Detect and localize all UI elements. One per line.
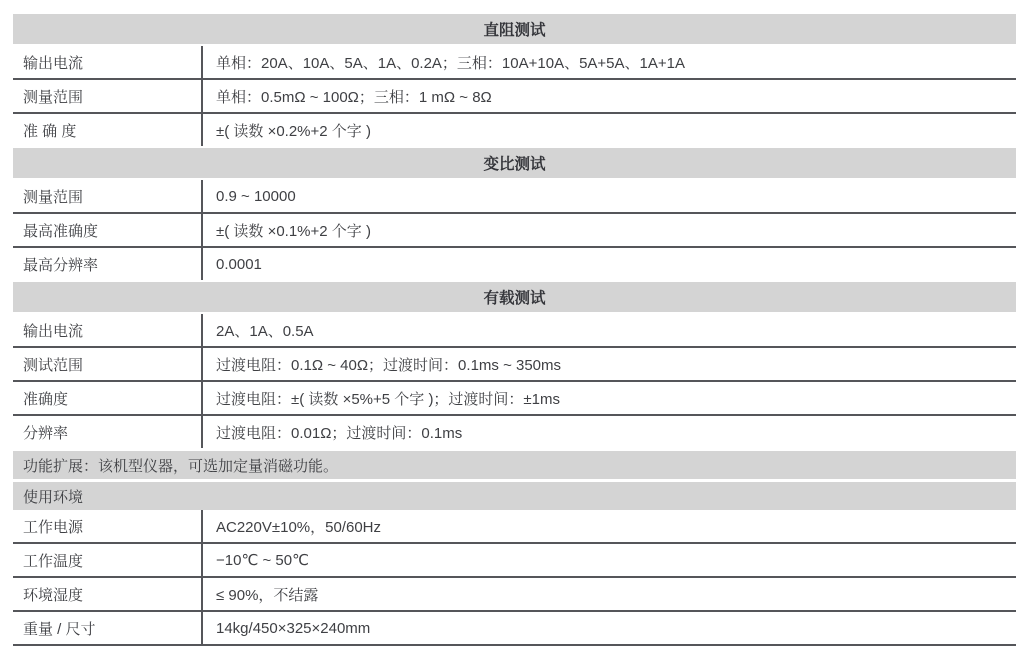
spec-label-cell (13, 314, 203, 346)
spec-label-cell (13, 382, 203, 414)
section-header-band (13, 282, 1016, 312)
spec-value: 过渡电阻：0.1Ω ~ 40Ω；过渡时间：0.1ms ~ 350ms (216, 356, 562, 374)
spec-label-cell (13, 114, 203, 146)
spec-row (13, 180, 1016, 212)
spec-value: 过渡电阻：0.01Ω；过渡时间：0.1ms (216, 424, 463, 442)
spec-value: 过渡电阻：±( 读数 ×5%+5 个字 )；过渡时间：±1ms (216, 390, 561, 408)
spec-label: 环境湿度 (23, 586, 84, 604)
band-label: 有载测试 (483, 290, 546, 307)
spec-label: 测试范围 (23, 356, 84, 374)
spec-row-group (13, 180, 1016, 280)
spec-value-cell (203, 578, 1016, 610)
spec-row (13, 212, 1016, 246)
spec-value-cell (203, 248, 1016, 280)
spec-row (13, 576, 1016, 610)
spec-label-cell (13, 214, 203, 246)
band-label: 功能扩展：该机型仪器，可选加定量消磁功能。 (23, 457, 339, 475)
spec-label-cell (13, 416, 203, 448)
spec-label: 输出电流 (23, 322, 84, 340)
spec-label-cell (13, 612, 203, 644)
spec-label-cell (13, 348, 203, 380)
spec-label-cell (13, 80, 203, 112)
spec-label: 测量范围 (23, 88, 84, 106)
spec-row (13, 510, 1016, 542)
spec-value: AC220V±10%，50/60Hz (216, 518, 381, 536)
spec-value: 2A、1A、0.5A (216, 322, 314, 340)
spec-value: 0.9 ~ 10000 (216, 187, 296, 205)
spec-value-cell (203, 114, 1016, 146)
spec-value-cell (203, 80, 1016, 112)
spec-row (13, 78, 1016, 112)
spec-row-group (13, 510, 1016, 646)
spec-value-cell (203, 348, 1016, 380)
spec-row (13, 112, 1016, 146)
spec-value-cell (203, 544, 1016, 576)
spec-value: 单相：0.5mΩ ~ 100Ω；三相：1 mΩ ~ 8Ω (216, 88, 492, 106)
spec-label: 最高准确度 (23, 222, 99, 240)
spec-value-cell (203, 214, 1016, 246)
band-label: 使用环境 (23, 488, 84, 506)
section-header-band (13, 148, 1016, 178)
spec-row (13, 314, 1016, 346)
spec-value-cell (203, 314, 1016, 346)
spec-label: 工作电源 (23, 518, 84, 536)
band-label: 直阻测试 (483, 22, 546, 39)
spec-value-cell (203, 416, 1016, 448)
spec-row (13, 46, 1016, 78)
spec-row-group (13, 46, 1016, 146)
spec-row (13, 246, 1016, 280)
spec-label: 测量范围 (23, 188, 84, 206)
spec-value-cell (203, 612, 1016, 644)
spec-label: 重量 / 尺寸 (23, 620, 96, 638)
spec-row (13, 346, 1016, 380)
spec-row (13, 542, 1016, 576)
spec-value: ≤ 90%，不结露 (216, 586, 319, 604)
spec-label-cell (13, 544, 203, 576)
spec-value: 0.0001 (216, 255, 262, 273)
spec-label-cell (13, 578, 203, 610)
spec-label: 最高分辨率 (23, 256, 99, 274)
spec-row-group (13, 314, 1016, 448)
spec-label: 准 确 度 (23, 122, 77, 140)
spec-table (13, 14, 1016, 646)
section-header-band (13, 14, 1016, 44)
spec-value-cell (203, 382, 1016, 414)
spec-label: 输出电流 (23, 54, 84, 72)
spec-label-cell (13, 248, 203, 280)
info-band (13, 482, 1016, 510)
spec-value: 14kg/450×325×240mm (216, 619, 371, 637)
spec-value: 单相：20A、10A、5A、1A、0.2A；三相：10A+10A、5A+5A、1A+1A (216, 54, 685, 72)
spec-value: −10℃ ~ 50℃ (216, 552, 309, 569)
spec-row (13, 380, 1016, 414)
spec-label-cell (13, 180, 203, 212)
spec-label-cell (13, 46, 203, 78)
spec-value: ±( 读数 ×0.2%+2 个字 ) (216, 122, 371, 140)
spec-label: 分辨率 (23, 424, 69, 442)
spec-label-cell (13, 510, 203, 542)
info-band (13, 451, 1016, 479)
spec-value-cell (203, 46, 1016, 78)
spec-row (13, 414, 1016, 448)
spec-value: ±( 读数 ×0.1%+2 个字 ) (216, 222, 371, 240)
spec-label: 工作温度 (23, 552, 84, 570)
spec-label: 准确度 (23, 390, 69, 408)
band-label: 变比测试 (483, 156, 546, 173)
spec-value-cell (203, 180, 1016, 212)
spec-value-cell (203, 510, 1016, 542)
